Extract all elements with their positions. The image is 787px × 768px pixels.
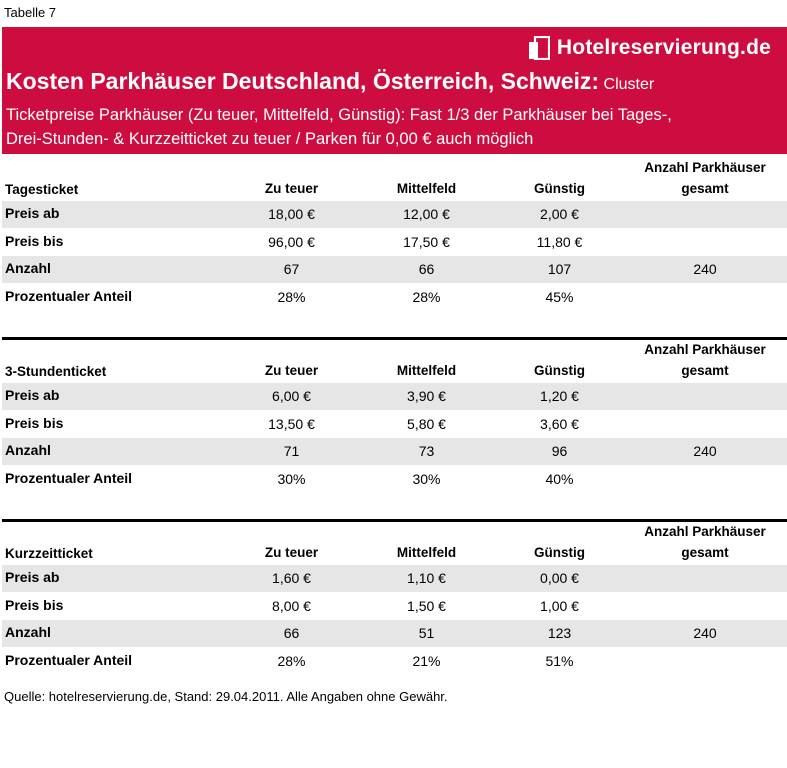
table-row-preis-ab <box>2 383 787 410</box>
table-row-preis-bis <box>2 593 787 620</box>
table-cell: 240 <box>693 443 717 459</box>
table-row-preis-bis <box>2 411 787 438</box>
table-cell: 1,60 € <box>272 570 311 586</box>
table-cell: 8,00 € <box>272 598 311 614</box>
table-cell: 71 <box>283 443 300 459</box>
subtitle-line-1: Ticketpreise Parkhäuser (Zu teuer, Mittelfeld, Günstig): Fast 1/3 der Parkhäuser bei Tages-, <box>6 106 672 124</box>
table-cell: 3,60 € <box>540 416 579 432</box>
row-label: Preis bis <box>5 233 64 249</box>
row-label: Preis ab <box>5 387 60 403</box>
table-cell: 12,00 € <box>403 206 450 222</box>
table-row-preis-bis <box>2 229 787 256</box>
column-header-mittelfeld: Mittelfeld <box>396 363 457 378</box>
row-label: Preis bis <box>5 597 64 613</box>
table-cell: 51 <box>418 625 435 641</box>
column-header-mittelfeld: Mittelfeld <box>396 181 457 196</box>
table-header <box>2 522 787 564</box>
table-cell: 107 <box>547 261 572 277</box>
source-note: Quelle: hotelreservierung.de, Stand: 29.04.2011. Alle Angaben ohne Gewähr. <box>4 689 448 704</box>
table-cell: 2,00 € <box>540 206 579 222</box>
table-cell: 30% <box>412 471 441 487</box>
table-cell <box>630 383 780 410</box>
column-header-gesamt: Anzahl Parkhäuser gesamt <box>644 342 766 378</box>
table-cell: 1,00 € <box>540 598 579 614</box>
table-cell: 18,00 € <box>268 206 315 222</box>
row-label: Prozentualer Anteil <box>5 652 133 668</box>
column-header-guenstig: Günstig <box>534 363 585 378</box>
table-header <box>2 340 787 382</box>
table-cell: 28% <box>277 289 306 305</box>
table-cell: 51% <box>545 653 574 669</box>
table-cell: 1,20 € <box>540 388 579 404</box>
table-cell <box>630 565 780 592</box>
row-label: Preis bis <box>5 415 64 431</box>
table-cell: 96,00 € <box>268 234 315 250</box>
column-header-guenstig: Günstig <box>534 181 585 196</box>
table-caption: Tabelle 7 <box>4 5 57 20</box>
table-3-stundenticket <box>2 337 787 497</box>
table-cell: 1,50 € <box>407 598 446 614</box>
column-header-mittelfeld: Mittelfeld <box>396 545 457 560</box>
table-cell: 45% <box>545 289 574 305</box>
table-cell <box>630 648 780 675</box>
table-row-anteil <box>2 466 787 493</box>
table-row-anzahl <box>2 438 787 465</box>
ticket-type: Kurzzeitticket <box>5 546 93 561</box>
ticket-type: 3-Stundenticket <box>5 364 107 379</box>
column-header-gesamt: Anzahl Parkhäuser gesamt <box>644 524 766 560</box>
table-cell: 28% <box>412 289 441 305</box>
column-header-zu-teuer: Zu teuer <box>264 181 319 196</box>
table-header <box>2 158 787 200</box>
table-cell <box>630 466 780 493</box>
table-row-anteil <box>2 284 787 311</box>
table-cell: 17,50 € <box>403 234 450 250</box>
row-label: Prozentualer Anteil <box>5 470 133 486</box>
page-title <box>6 68 654 95</box>
table-cell: 66 <box>283 625 300 641</box>
title-tag: Cluster <box>603 76 655 93</box>
table-cell: 66 <box>418 261 435 277</box>
row-label: Anzahl <box>5 260 51 276</box>
building-icon <box>528 36 550 60</box>
table-kurzzeitticket <box>2 519 787 679</box>
table-cell: 13,50 € <box>268 416 315 432</box>
table-cell: 1,10 € <box>407 570 446 586</box>
table-cell: 73 <box>418 443 435 459</box>
table-cell <box>630 411 780 438</box>
ticket-type: Tagesticket <box>5 182 79 197</box>
table-cell: 240 <box>693 261 717 277</box>
header-banner <box>2 27 787 154</box>
row-label: Anzahl <box>5 442 51 458</box>
column-header-zu-teuer: Zu teuer <box>264 363 319 378</box>
subtitle <box>6 103 672 151</box>
table-cell <box>630 284 780 311</box>
table-row-anteil <box>2 648 787 675</box>
logo-text: Hotelreservierung.de <box>556 36 771 59</box>
table-cell <box>630 229 780 256</box>
table-cell: 5,80 € <box>407 416 446 432</box>
table-row-anzahl <box>2 620 787 647</box>
column-header-zu-teuer: Zu teuer <box>264 545 319 560</box>
table-cell <box>630 201 780 228</box>
column-header-gesamt: Anzahl Parkhäuser gesamt <box>644 160 766 196</box>
table-cell: 28% <box>277 653 306 669</box>
title-main: Kosten Parkhäuser Deutschland, Österreich, Schweiz: <box>6 68 600 94</box>
column-header-guenstig: Günstig <box>534 545 585 560</box>
table-cell: 240 <box>693 625 717 641</box>
row-label: Prozentualer Anteil <box>5 288 133 304</box>
table-row-preis-ab <box>2 201 787 228</box>
row-label: Anzahl <box>5 624 51 640</box>
table-cell <box>630 593 780 620</box>
row-label: Preis ab <box>5 569 60 585</box>
table-cell: 40% <box>545 471 574 487</box>
table-tagesticket <box>2 155 787 315</box>
brand-logo <box>528 35 771 61</box>
row-label: Preis ab <box>5 205 60 221</box>
table-cell: 0,00 € <box>540 570 579 586</box>
table-cell: 123 <box>547 625 572 641</box>
table-cell: 6,00 € <box>272 388 311 404</box>
table-cell: 21% <box>412 653 441 669</box>
table-cell: 30% <box>277 471 306 487</box>
subtitle-line-2: Drei-Stunden- & Kurzzeitticket zu teuer / Parken für 0,00 € auch möglich <box>6 130 534 148</box>
table-cell: 96 <box>551 443 568 459</box>
table-row-preis-ab <box>2 565 787 592</box>
table-cell: 11,80 € <box>536 234 583 250</box>
table-cell: 3,90 € <box>407 388 446 404</box>
table-row-anzahl <box>2 256 787 283</box>
table-cell: 67 <box>283 261 300 277</box>
